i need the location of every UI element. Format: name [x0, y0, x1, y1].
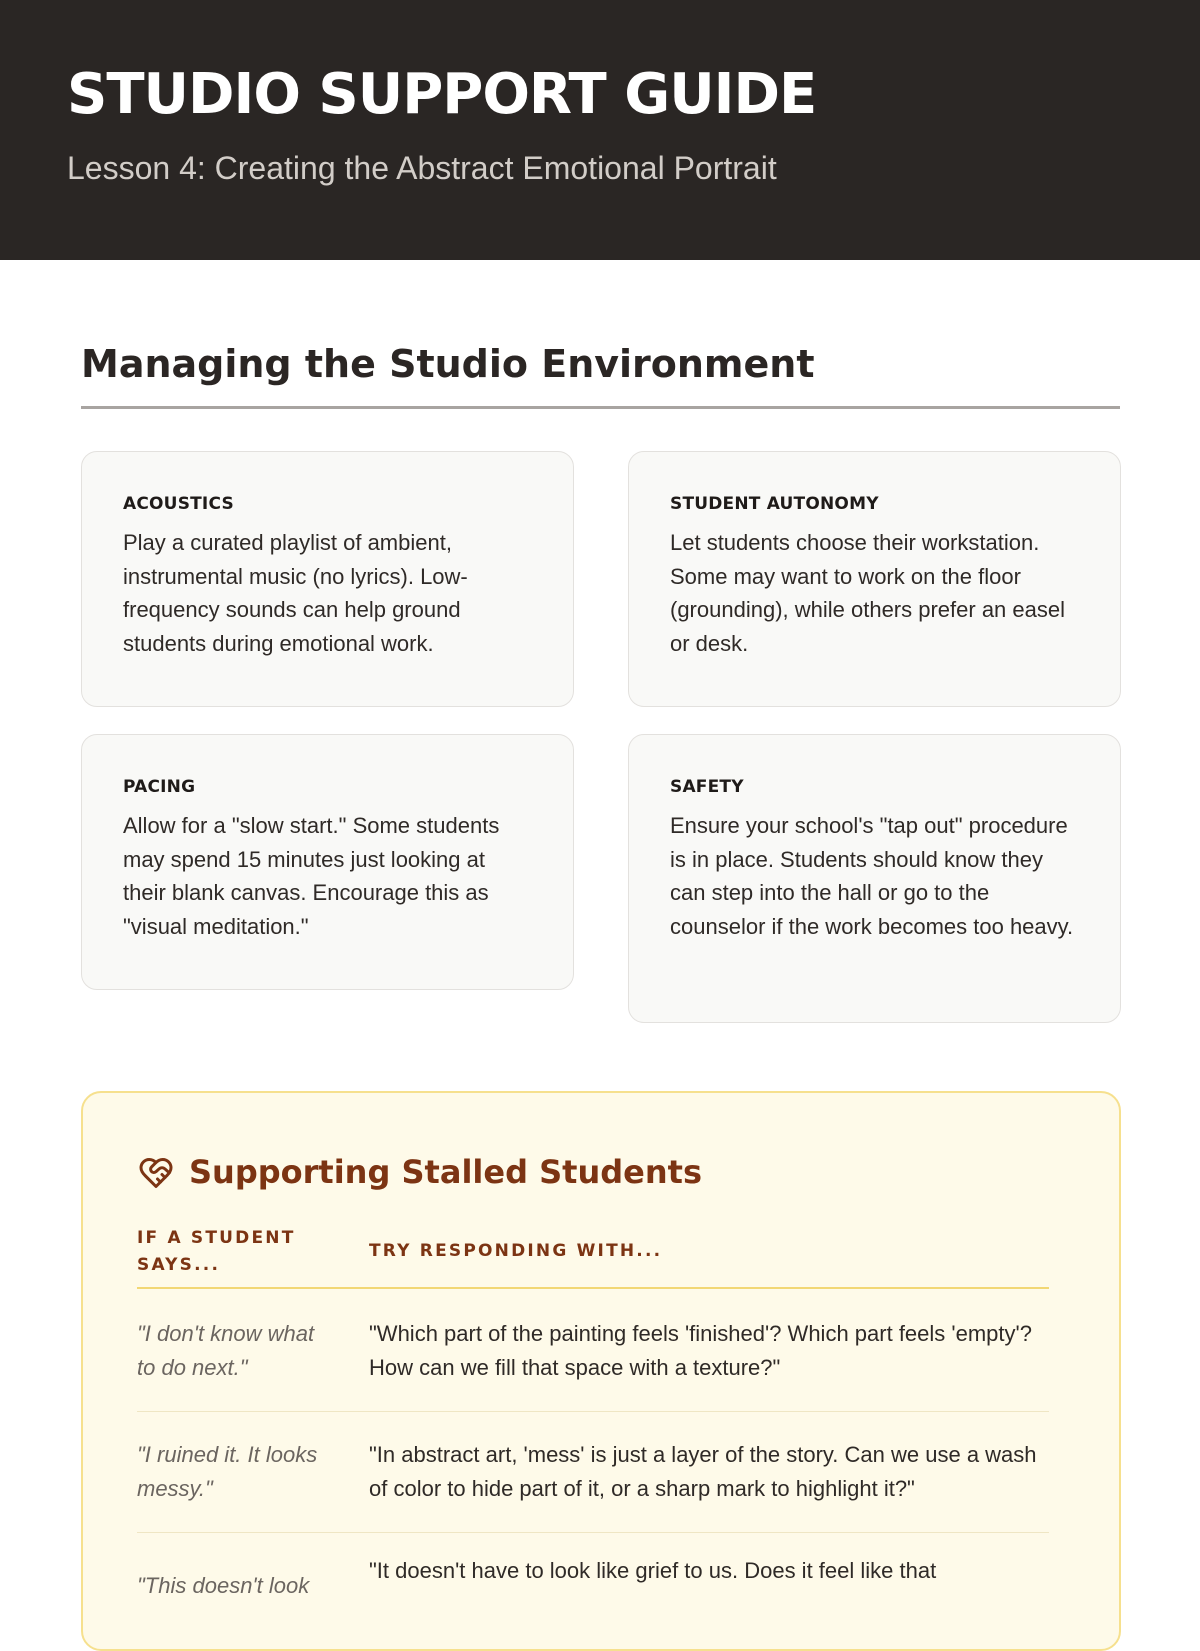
card-safety — [628, 734, 1121, 1023]
row-divider — [137, 1411, 1049, 1412]
table-header-divider — [137, 1287, 1049, 1289]
card-label: STUDENT AUTONOMY — [670, 494, 879, 514]
student-quote: "This doesn't look — [137, 1573, 310, 1598]
section-title-environment: Managing the Studio Environment — [81, 342, 815, 386]
card-body: Ensure your school's "tap out" procedure is in place. Students should know they can step into the hall or go to the counselor if the work becomes too heavy. — [670, 813, 1074, 939]
heart-hands-icon — [137, 1155, 175, 1191]
student-quote: "I ruined it. It looks messy." — [137, 1442, 318, 1501]
section-divider — [81, 406, 1120, 409]
column-header-says: IF A STUDENT SAYS... — [137, 1228, 296, 1275]
card-label: SAFETY — [670, 777, 744, 797]
card-acoustics — [81, 451, 574, 707]
card-pacing — [81, 734, 574, 990]
header-banner — [0, 0, 1200, 260]
card-body: Allow for a "slow start." Some students may spend 15 minutes just looking at their blank canvas. Encourage this as "visual meditation." — [123, 813, 500, 939]
page-title: STUDIO SUPPORT GUIDE — [67, 62, 817, 127]
teacher-response: "Which part of the painting feels 'finished'? Which part feels 'empty'? How can we fill that space with a texture?" — [369, 1321, 1032, 1380]
teacher-response: "In abstract art, 'mess' is just a layer of the story. Can we use a wash of color to hide part of it, or a sharp mark to highlight it?" — [369, 1442, 1037, 1501]
support-title: Supporting Stalled Students — [189, 1153, 702, 1191]
column-header-respond: TRY RESPONDING WITH... — [369, 1241, 663, 1261]
card-label: ACOUSTICS — [123, 494, 234, 514]
card-body: Play a curated playlist of ambient, instrumental music (no lyrics). Low-frequency sounds can help ground students during emotional work. — [123, 530, 468, 656]
page-subtitle: Lesson 4: Creating the Abstract Emotional Portrait — [67, 150, 777, 186]
card-label: PACING — [123, 777, 196, 797]
teacher-response: "It doesn't have to look like grief to us. Does it feel like that — [369, 1558, 937, 1583]
support-panel — [81, 1091, 1121, 1651]
card-student-autonomy — [628, 451, 1121, 707]
student-quote: "I don't know what to do next." — [137, 1321, 315, 1380]
card-body: Let students choose their workstation. Some may want to work on the floor (grounding), while others prefer an easel or desk. — [670, 530, 1066, 656]
row-divider — [137, 1532, 1049, 1533]
